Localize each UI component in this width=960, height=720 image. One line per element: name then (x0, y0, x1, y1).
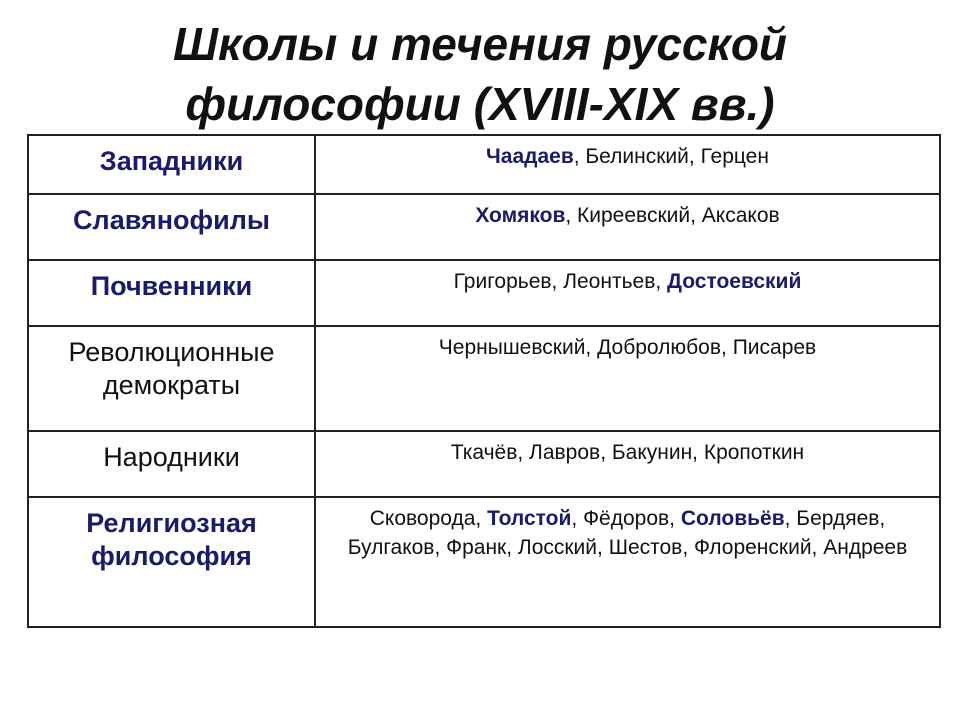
schools-table (27, 134, 941, 628)
table-row (28, 135, 940, 194)
philosophers-cell (315, 431, 940, 497)
school-cell (28, 497, 315, 627)
school-name: Западники (99, 146, 244, 176)
school-cell (28, 135, 315, 194)
school-name: Народники (103, 442, 240, 472)
school-cell (28, 326, 315, 431)
school-name: Религиозная философия (86, 508, 257, 571)
philosopher-names: Ткачёв, Лавров, Бакунин, Кропоткин (450, 441, 805, 464)
philosophers-cell (315, 326, 940, 431)
table-row (28, 431, 940, 497)
philosophers-cell (315, 497, 940, 627)
school-name: Славянофилы (73, 205, 270, 235)
school-name: Почвенники (90, 271, 253, 301)
highlighted-philosopher: Хомяков (475, 204, 566, 227)
philosopher-names: Сковорода, (369, 507, 488, 530)
highlighted-philosopher: Соловьёв (680, 507, 785, 530)
philosophers-text (316, 498, 939, 562)
page-title (0, 14, 960, 134)
philosopher-names: , Бердяев, Булгаков, Франк, Лосский, Шестов, Флоренский, Андреев (347, 507, 908, 559)
table-row (28, 326, 940, 431)
table-row (28, 497, 940, 627)
table-row (28, 194, 940, 260)
philosophers-cell (315, 135, 940, 194)
school-name: Революционные демократы (68, 337, 275, 400)
highlighted-philosopher: Чаадаев (486, 145, 574, 168)
highlighted-philosopher: Толстой (487, 507, 572, 530)
philosophers-text (316, 327, 939, 362)
school-cell (28, 194, 315, 260)
title-line-1: Школы и течения русской (172, 18, 788, 70)
title-line-2: философии (XVIII-XIX вв.) (185, 78, 775, 130)
philosopher-names: , Фёдоров, (571, 507, 681, 530)
philosophers-cell (315, 194, 940, 260)
philosopher-names: , Белинский, Герцен (573, 145, 769, 168)
table-row (28, 260, 940, 326)
philosopher-names: , Киреевский, Аксаков (565, 204, 780, 227)
school-cell (28, 260, 315, 326)
school-cell (28, 431, 315, 497)
philosophers-text (316, 136, 939, 171)
philosophers-text (316, 261, 939, 296)
philosopher-names: Григорьев, Леонтьев, (453, 270, 668, 293)
philosophers-text (316, 432, 939, 467)
highlighted-philosopher: Достоевский (667, 270, 802, 293)
philosophers-text (316, 195, 939, 230)
philosopher-names: Чернышевский, Добролюбов, Писарев (438, 336, 817, 359)
philosophers-cell (315, 260, 940, 326)
